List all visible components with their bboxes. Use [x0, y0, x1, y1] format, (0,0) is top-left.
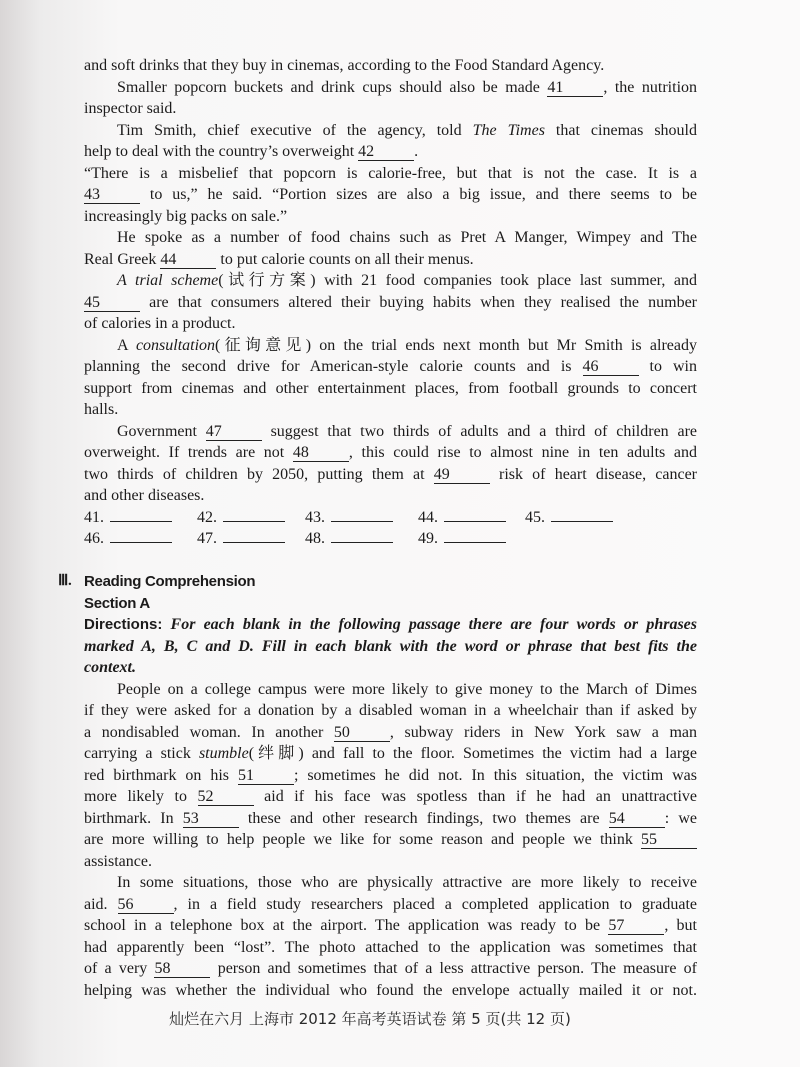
- directions-line: [84, 614, 697, 636]
- blank-43[interactable]: 43: [84, 187, 140, 204]
- italic-term: The Times: [472, 121, 545, 139]
- text-segment: school in a telephone box at the airport. The application was ready to be: [84, 917, 609, 934]
- text-line: [84, 765, 697, 787]
- text-line: [84, 442, 697, 464]
- reading-passage: [84, 679, 697, 1002]
- text-segment: aid.: [84, 895, 118, 913]
- text-line: [84, 894, 697, 916]
- text-line: [84, 700, 697, 722]
- answer-number: 41.: [84, 508, 104, 526]
- text-segment: support from cinemas and other entertainment places, from football grounds to concert: [84, 379, 697, 397]
- text-segment: had apparently been “lost”. The photo attached to the application was sometimes that: [84, 938, 697, 956]
- italic-term: A trial scheme: [117, 272, 219, 289]
- blank-51[interactable]: 51: [238, 768, 294, 785]
- directions-text: context.: [84, 659, 136, 676]
- text-segment: , the nutrition: [603, 78, 698, 96]
- text-segment: assistance.: [84, 852, 152, 870]
- text-segment: He spoke as a number of food chains such as Pret A Manger, Wimpey and The: [117, 229, 697, 246]
- text-line: [84, 292, 697, 314]
- text-line: [84, 915, 697, 937]
- text-segment: helping was whether the individual who found the envelope actually mailed it or not.: [84, 981, 697, 999]
- text-segment: these and other research findings, two themes are: [238, 809, 609, 827]
- directions-text: For each blank in the following passage there are four words or phrases: [162, 616, 697, 633]
- text-line: [84, 958, 697, 980]
- answer-number: 45.: [525, 508, 545, 526]
- text-segment: planning the second drive for American-style calorie counts and is: [84, 358, 583, 375]
- text-segment: Tim Smith, chief executive of the agency, told: [117, 121, 473, 139]
- text-line: [84, 356, 697, 378]
- text-segment: to put calorie counts on all their menus.: [216, 250, 474, 268]
- text-segment: Government: [117, 422, 206, 440]
- blank-49[interactable]: 49: [434, 467, 490, 484]
- text-segment: increasingly big packs on sale.”: [84, 207, 288, 225]
- answer-underline[interactable]: [331, 507, 393, 522]
- text-segment: risk of heart disease, cancer: [489, 465, 697, 483]
- blank-53[interactable]: 53: [183, 811, 239, 828]
- text-line: [84, 851, 697, 873]
- directions-line: [84, 657, 697, 679]
- blank-54[interactable]: 54: [609, 811, 665, 828]
- blank-44[interactable]: 44: [160, 252, 216, 269]
- text-segment: overweight. If trends are not: [84, 444, 293, 461]
- text-segment: , this could rise to almost nine in ten adults and: [348, 444, 698, 461]
- text-line: [84, 399, 697, 421]
- answer-field-41[interactable]: [84, 507, 172, 529]
- answer-number: 43.: [305, 508, 325, 526]
- answer-field-45[interactable]: [525, 507, 613, 529]
- text-line: [84, 55, 697, 77]
- text-line: [84, 184, 697, 206]
- answer-number: 46.: [84, 530, 104, 547]
- blank-45[interactable]: 45: [84, 295, 140, 312]
- text-line: [84, 206, 697, 228]
- answer-underline[interactable]: [110, 528, 172, 543]
- text-segment: a nondisabled woman. In another: [84, 723, 334, 741]
- answer-blanks: [84, 507, 697, 550]
- text-segment: more likely to: [84, 788, 198, 805]
- answer-number: 42.: [197, 508, 217, 526]
- text-segment: birthmark. In: [84, 809, 183, 827]
- text-segment: (征询意见) on the trial ends next month but Mr Smith is already: [215, 336, 697, 354]
- text-segment: inspector said.: [84, 100, 177, 117]
- blank-48[interactable]: 48: [293, 445, 349, 462]
- text-line: [84, 980, 697, 1002]
- answer-number: 48.: [305, 530, 325, 547]
- answer-underline[interactable]: [223, 507, 285, 522]
- text-segment: (试行方案) with 21 food companies took place last summer, and: [218, 272, 697, 289]
- page-footer: 灿烂在六月 上海市 2012 年高考英语试卷 第 5 页(共 12 页): [169, 1010, 571, 1028]
- answer-underline[interactable]: [551, 507, 613, 522]
- text-segment: to win: [638, 358, 697, 375]
- text-segment: , in a field study researchers placed a completed application to graduate: [173, 895, 698, 913]
- text-line: [84, 313, 697, 335]
- text-segment: “There is a misbelief that popcorn is calorie-free, but that is not the case. It is a: [84, 164, 697, 182]
- answer-number: 44.: [418, 508, 438, 526]
- blank-58[interactable]: 58: [154, 961, 210, 978]
- answer-underline[interactable]: [331, 528, 393, 543]
- text-segment: People on a college campus were more likely to give money to the March of Dimes: [117, 680, 697, 698]
- text-segment: to us,” he said. “Portion sizes are also a big issue, and there seems to be: [140, 186, 697, 203]
- text-segment: Smaller popcorn buckets and drink cups should also be made: [117, 78, 548, 96]
- blank-57[interactable]: 57: [608, 918, 664, 935]
- blank-55[interactable]: 55: [641, 832, 697, 849]
- text-segment: carrying a stick: [84, 745, 199, 762]
- text-line: [84, 163, 697, 185]
- text-line: [84, 98, 697, 120]
- answer-underline[interactable]: [110, 507, 172, 522]
- answer-field-42[interactable]: [197, 507, 285, 529]
- text-segment: halls.: [84, 401, 119, 418]
- section-heading: [58, 571, 697, 593]
- text-segment: of a very: [84, 960, 155, 977]
- text-segment: if they were asked for a donation by a disabled woman in a wheelchair than if asked by: [84, 702, 697, 719]
- text-segment: In some situations, those who are physically attractive are more likely to receive: [117, 874, 697, 891]
- text-line: [84, 378, 697, 400]
- blank-41[interactable]: 41: [547, 80, 603, 97]
- text-line: [84, 743, 697, 765]
- text-segment: (绊脚) and fall to the floor. Sometimes the victim had a large: [248, 745, 697, 762]
- directions-line: [84, 636, 697, 658]
- text-line: [84, 786, 697, 808]
- text-line: [84, 722, 697, 744]
- text-segment: help to deal with the country’s overweight: [84, 143, 359, 160]
- text-line: [84, 808, 697, 830]
- text-segment: of calories in a product.: [84, 315, 236, 332]
- directions-text: marked A, B, C and D. Fill in each blank with the word or phrase that best fits the: [84, 637, 697, 655]
- blank-46[interactable]: 46: [583, 359, 639, 376]
- section-number: Ⅲ.: [58, 573, 72, 589]
- text-line: [84, 141, 697, 163]
- answer-field-44[interactable]: [418, 507, 506, 529]
- directions-label: Directions:: [84, 616, 163, 633]
- italic-term: stumble: [198, 745, 249, 762]
- cloze-passage: [84, 55, 697, 507]
- answer-field-43[interactable]: [305, 507, 393, 529]
- section-title: Reading Comprehension: [84, 573, 256, 590]
- blank-52[interactable]: 52: [198, 789, 254, 806]
- text-line: [84, 249, 697, 271]
- text-line: [84, 937, 697, 959]
- answer-field-46[interactable]: [84, 528, 172, 550]
- italic-term: consultation: [135, 336, 216, 354]
- text-segment: .: [414, 143, 419, 160]
- text-line: [84, 464, 697, 486]
- text-segment: Real Greek: [84, 250, 161, 268]
- text-line: [84, 872, 697, 894]
- text-line: [84, 829, 697, 851]
- answer-underline[interactable]: [223, 528, 285, 543]
- blank-56[interactable]: 56: [118, 897, 174, 914]
- answer-field-48[interactable]: [305, 528, 393, 550]
- answer-number: 47.: [197, 530, 217, 547]
- section-subtitle: Section A: [84, 594, 150, 612]
- text-segment: and soft drinks that they buy in cinemas, according to the Food Standard Agency.: [84, 57, 605, 74]
- text-line: [84, 679, 697, 701]
- answer-field-49[interactable]: [418, 528, 506, 550]
- text-segment: , but: [664, 917, 698, 934]
- answer-number: 49.: [418, 530, 438, 547]
- text-segment: person and sometimes that of a less attractive person. The measure of: [210, 960, 697, 977]
- answer-underline[interactable]: [444, 507, 506, 522]
- text-segment: A: [117, 336, 136, 354]
- text-segment: ; sometimes he did not. In this situation, the victim was: [293, 766, 697, 784]
- text-segment: red birthmark on his: [84, 766, 238, 784]
- text-line: [84, 421, 697, 443]
- text-line: [84, 485, 697, 507]
- text-line: [84, 270, 697, 292]
- text-segment: are that consumers altered their buying habits when they realised the number: [140, 293, 697, 311]
- blank-47[interactable]: 47: [206, 424, 262, 441]
- exam-page: [58, 55, 698, 1001]
- blank-50[interactable]: 50: [334, 725, 390, 742]
- text-segment: : we: [664, 809, 698, 827]
- text-line: [84, 227, 697, 249]
- text-segment: suggest that two thirds of adults and a third of children are: [261, 422, 698, 440]
- answer-field-47[interactable]: [197, 528, 285, 550]
- text-line: [84, 335, 697, 357]
- text-segment: that cinemas should: [544, 121, 698, 139]
- text-segment: are more willing to help people we like for some reason and people we think: [84, 831, 641, 848]
- text-segment: , subway riders in New York saw a man: [389, 723, 698, 741]
- text-line: [84, 77, 697, 99]
- text-segment: and other diseases.: [84, 487, 205, 504]
- text-segment: aid if his face was spotless than if he had an unattractive: [253, 788, 697, 805]
- text-line: [84, 120, 697, 142]
- answer-underline[interactable]: [444, 528, 506, 543]
- blank-42[interactable]: 42: [358, 144, 414, 161]
- text-segment: two thirds of children by 2050, putting them at: [84, 465, 434, 483]
